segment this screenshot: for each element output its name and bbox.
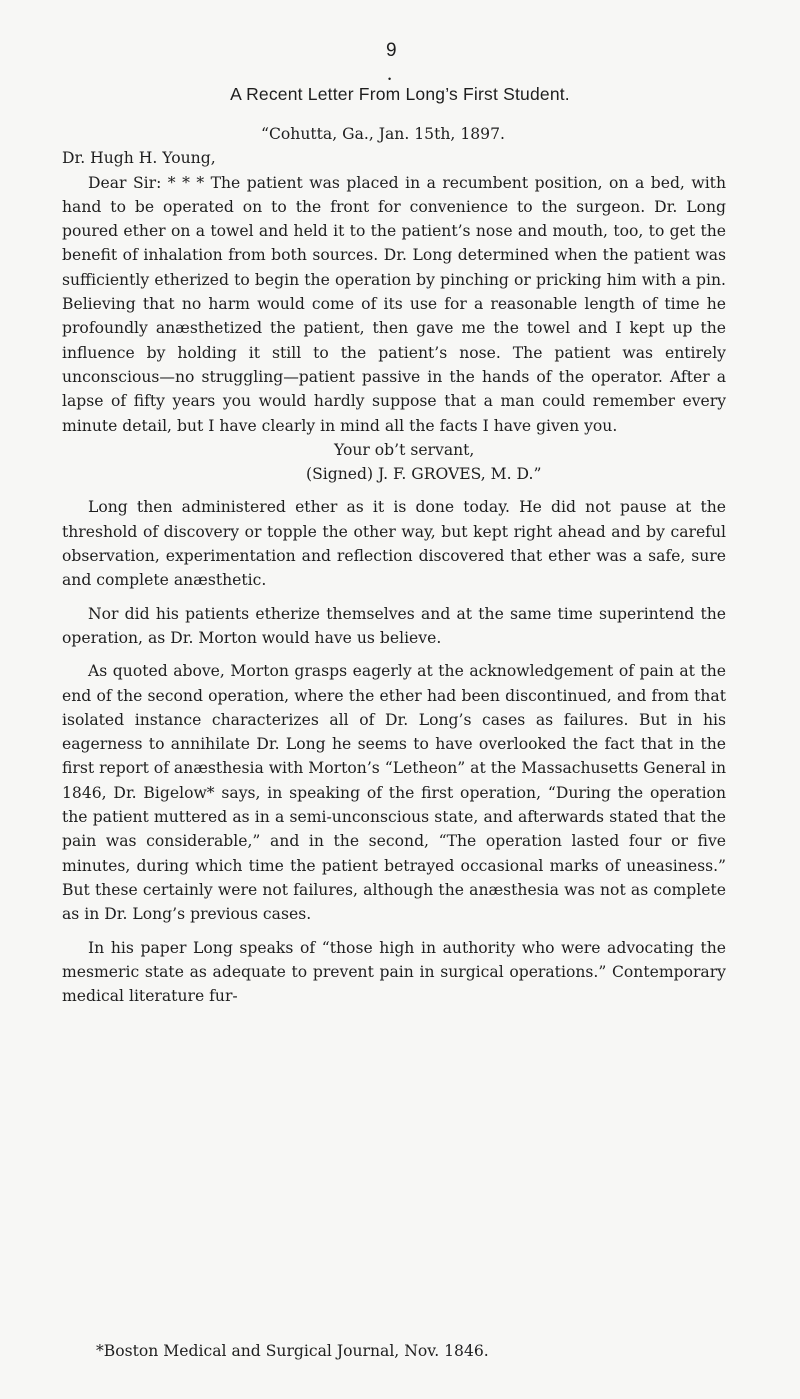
- paragraph: Nor did his patients etherize themselves and at the same time superintend the operation, as Dr. Morton would have us believe.: [62, 604, 726, 647]
- letter-body: Dear Sir: * * * The patient was placed in a recumbent position, on a bed, with hand to be operated on to the front for convenience to the surgeon. Dr. Long poured ether on a towel and held it to the patient’s nose and mouth, too, to get the benefit of inhalation from both sources. Dr. Long determined when the patient was sufficiently etherized to begin the operation by pinching or pricking him with a pin. Believing that no harm would come of its use for a reasonable length of time he profoundly anæsthetized the patient, then gave me the towel and I kept up the influence by holding it still to the patient’s nose. The patient was entirely unconscious—no struggling—patient passive in the hands of the operator. After a lapse of fifty years you would hardly suppose that a man could remember every minute detail, but I have clearly in mind all the facts I have given you.: [62, 173, 726, 435]
- ornament-dot: •: [388, 74, 392, 84]
- body-text: [62, 122, 726, 1008]
- paragraph: Long then administered ether as it is done today. He did not pause at the threshold of discovery or topple the other way, but kept right ahead and by careful observation, experimentation and reflection discovered that ether was a safe, sure and complete anæsthetic.: [62, 498, 726, 590]
- section-title: A Recent Letter From Long’s First Student.: [230, 84, 570, 104]
- letter-closing: Your ob’t servant,: [334, 440, 475, 459]
- paragraph: As quoted above, Morton grasps eagerly at the acknowledgement of pain at the end of the second operation, where the ether had been discontinued, and from that isolated instance characterizes all of Dr. Long’s cases as failures. But in his eagerness to annihilate Dr. Long he seems to have overlooked the fact that in the first report of anæsthesia with Morton’s “Letheon” at the Massachusetts General in 1846, Dr. Bigelow* says, in speaking of the first operation, “During the operation the patient muttered as in a semi-unconscious state, and afterwards stated that the pain was considerable,” and in the second, “The operation lasted four or five minutes, during which time the patient betrayed occasional marks of uneasiness.” But these certainly were not failures, although the anæsthesia was not as complete as in Dr. Long’s previous cases.: [62, 662, 726, 924]
- letter-dateline: “Cohutta, Ga., Jan. 15th, 1897.: [261, 125, 505, 143]
- letter-signature: (Signed) J. F. GROVES, M. D.”: [306, 465, 542, 484]
- paragraph: In his paper Long speaks of “those high in authority who were advocating the mesmeric state as adequate to prevent pain in surgical operations.” Contemporary medical literature fur-: [62, 938, 726, 1006]
- letter-addressee: Dr. Hugh H. Young,: [62, 149, 216, 168]
- footnote: *Boston Medical and Surgical Journal, Nov. 1846.: [96, 1342, 489, 1360]
- page-number: 9: [386, 40, 397, 61]
